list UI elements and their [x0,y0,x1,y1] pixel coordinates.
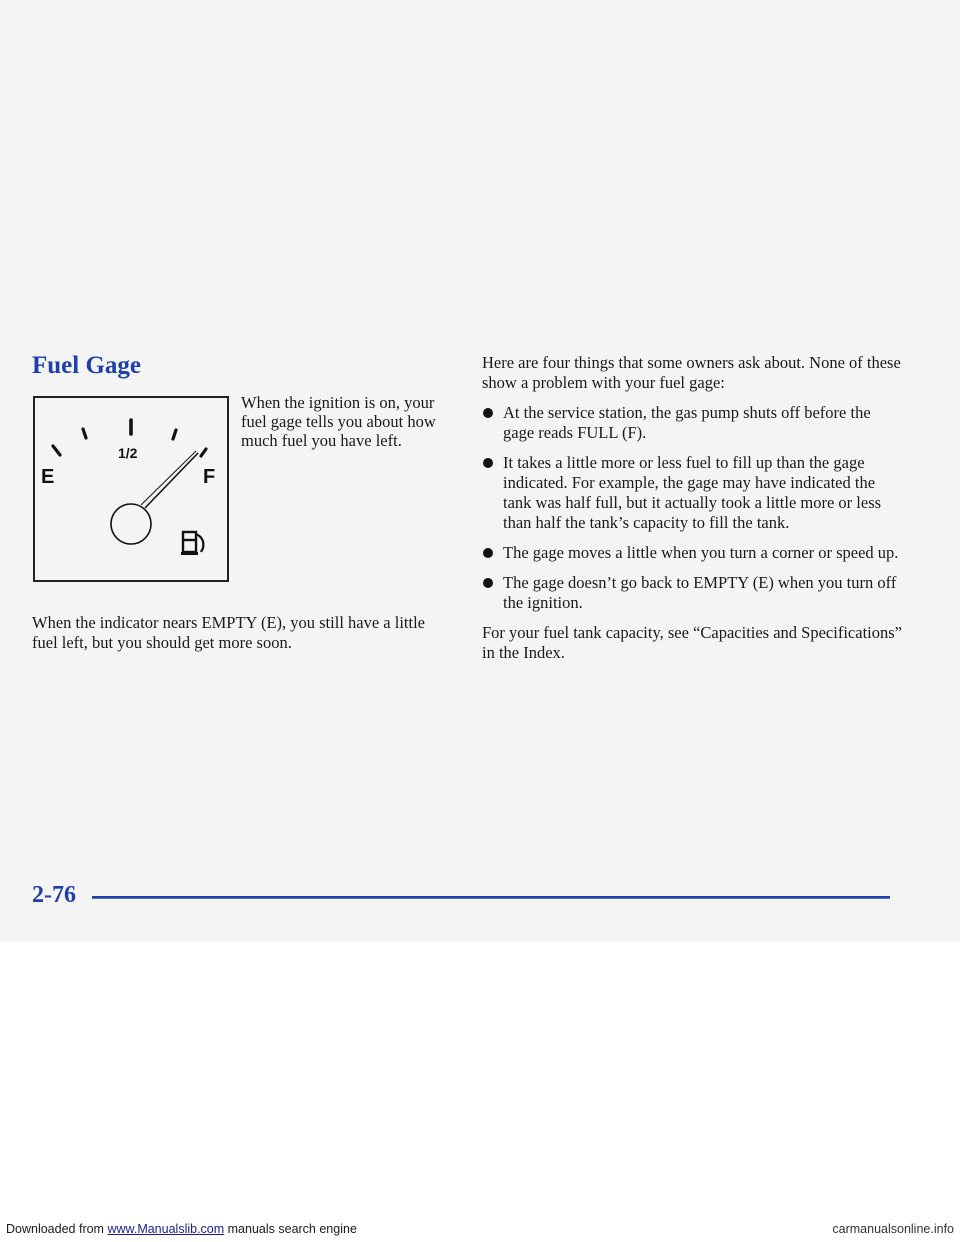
list-item [482,453,902,533]
list-item [482,403,902,443]
gauge-label-full: F [203,466,216,488]
gauge-tick-quarter [83,429,86,438]
gauge-description: When the ignition is on, your fuel gage tells you about how much fuel you have left. [241,393,436,450]
bullet-icon [483,548,493,558]
manualslib-link[interactable]: www.Manualslib.com [107,1222,225,1236]
capacity-reference: For your fuel tank capacity, see “Capacities and Specifications” in the Index. [482,623,902,662]
bullet-icon [483,458,493,468]
footer-watermark: carmanualsonline.info [832,1222,954,1236]
bullet-icon [483,578,493,588]
list-item-text: It takes a little more or less fuel to fill up than the gage indicated. For example, the gage may have indicated the tank was half full, but it actually took a little more or less than half the tank’s capacity to fill the tank. [503,453,882,532]
gauge-label-empty: E [41,466,55,488]
page-rule-divider [92,896,890,899]
bullet-icon [483,408,493,418]
page-number: 2-76 [32,882,76,908]
section-title: Fuel Gage [32,352,142,379]
gauge-label-half: 1/2 [118,445,138,461]
gauge-tick-empty [53,446,60,455]
gauge-hub [111,504,151,544]
fuel-gauge-illustration [33,396,229,582]
footer-prefix: Downloaded from [6,1222,108,1236]
list-item [482,573,902,613]
gauge-needle-edge [141,451,196,505]
gauge-needle [145,453,198,508]
gauge-tick-three-quarter [173,430,176,439]
empty-note: When the indicator nears EMPTY (E), you still have a little fuel left, but you should get more soon. [32,613,425,652]
gauge-tick-full [201,449,206,456]
download-footer [6,1222,357,1236]
owner-questions-column [482,353,902,663]
list-item-text: At the service station, the gas pump shuts off before the gage reads FULL (F). [503,403,871,442]
footer-suffix: manuals search engine [224,1222,357,1236]
fuel-gauge-svg [35,398,227,580]
list-item-text: The gage moves a little when you turn a corner or speed up. [503,543,899,562]
fuel-pump-icon [181,532,203,555]
list-item-text: The gage doesn’t go back to EMPTY (E) when you turn off the ignition. [503,573,897,612]
list-item [482,543,902,563]
questions-list [482,403,902,613]
questions-intro: Here are four things that some owners ask about. None of these show a problem with your fuel gage: [482,353,901,392]
